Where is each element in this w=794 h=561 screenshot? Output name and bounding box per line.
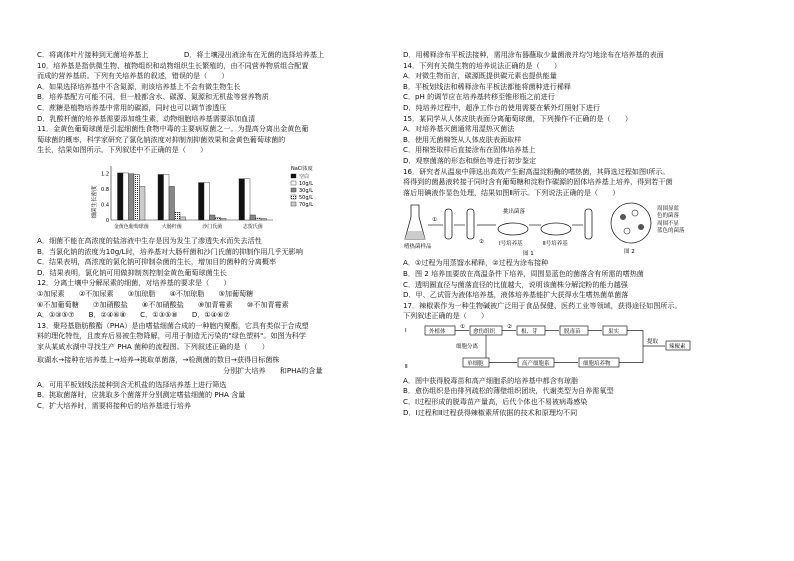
legend-label: 50g/L [299, 194, 314, 201]
box-text: 高产细胞系 [522, 360, 550, 367]
option-b: B．平板划线法和稀释涂布平板法都能将菌种进行稀释 [403, 81, 572, 91]
option-d: D．观察菌落的形态和颜色等进行初步鉴定 [403, 155, 537, 165]
option-d: D．甲、乙试管为液体培养基，液体培养基能扩大获得水生嗜热菌单菌落 [403, 290, 629, 300]
box-text: 细胞培养物 [583, 360, 611, 367]
y-tick-label: 0.4 [101, 202, 109, 209]
option-a: A．如果选择培养基中不含氮源，则该培养基上不会有微生物生长 [37, 81, 241, 91]
bar [221, 218, 227, 220]
bar [215, 217, 221, 220]
option-a: A．细菌不能在高浓度的盐溶液中生存是因为发生了渗透失水而失去活性 [37, 235, 262, 245]
option-b: B．愈伤组织是由排列疏松的薄壁组织团块，代谢类型为自养需氧型 [403, 386, 614, 396]
chart-bars [118, 173, 267, 220]
option-b: B．当氯化钠的浓度为10g/L时，培养基对大肠杆菌和沙门氏菌的抑制作用几乎无影响 [37, 246, 303, 256]
question-10-stem: 10．培养基是指供微生物、植物组织和动物组织生长繁殖的，由不同营养物质组合配置 [37, 60, 309, 70]
right-mid-block [403, 258, 760, 322]
bar [261, 218, 267, 220]
q12-items-1: ①加尿素 ②不加尿素 ③加琼脂 ④不加琼脂 ⑤加葡萄糖 [37, 288, 254, 298]
option-b: B．挑取菌落时，应挑取多个菌落并分别测定嗜盐细菌的 PHA 含量 [37, 390, 246, 400]
flow-line-1: 取湖水→接种在培养基上→培养→挑取单菌落，→检测菌的数目→获得目标菌株 [37, 355, 280, 365]
right-pre-block [403, 50, 760, 198]
colony-dot [632, 210, 638, 216]
bar [256, 218, 262, 220]
legend-title: NaCl浓度 [291, 165, 313, 172]
option-d: D．纯培养过程中，超净工作台的使用需要在紫外灯照射下进行 [403, 102, 600, 112]
right-post-block [403, 376, 760, 418]
step-2-label: ② [479, 239, 484, 246]
legend-swatch [291, 202, 296, 206]
option-c: C．蔗糖是植物培养基中常用的碳源，同时也可以调节渗透压 [37, 102, 227, 112]
pha-flowchart [37, 355, 400, 376]
text-line: 家从某咸水湖中寻找生产 PHA 菌种的流程图。下列叙述正确的是（ ） [37, 341, 269, 351]
legend-swatch [291, 174, 296, 178]
pick-colony-label: 挑出菌落 [503, 209, 526, 216]
option-c: C．用棉签取样后直接涂布在固体培养基上 [403, 145, 536, 155]
route-2-label: Ⅱ [405, 363, 408, 370]
y-tick-label: 0 [105, 217, 109, 224]
dish-2 [541, 223, 571, 235]
option-b: B．培养基配方可能不同，但一般都含水、碳源、氮源和无机盐等营养物质 [37, 92, 269, 102]
question-16-stem: 16．研究者从温泉中筛选出高效产生耐高温淀粉酶的嗜热菌，其筛选过程如图Ⅰ所示。 [403, 166, 670, 176]
box-text: 外植体 [429, 328, 446, 335]
tube-jia [445, 209, 452, 239]
q12-items-2: ⑥不加葡萄糖 ⑦加硝酸盐 ⑧不加硝酸盐 ⑨加青霉素 ⑩不加青霉素 [37, 299, 289, 309]
bar [169, 186, 175, 220]
tube-final [585, 209, 592, 239]
left-tail-block [37, 380, 400, 412]
option-d: D．用稀释涂布平板法接种，需用涂布器蘸取少量菌液并均匀地涂布在培养基的表面 [403, 50, 664, 59]
option-c: C．扩大培养时，需要将接种后的培养基进行培养 [37, 400, 191, 410]
option-a: A．可用平板划线法接种到含无机盐的选择培养基上进行筛选 [37, 379, 227, 389]
edge-label: ① [460, 323, 465, 330]
text-line: 生长，结果如图所示。下列叙述中不正确的是（ ） [37, 145, 208, 155]
text-line: 下列叙述正确的是（ ） [403, 311, 489, 321]
x-tick-label: 金黄色葡萄球菌 [113, 223, 149, 230]
bar [158, 174, 164, 220]
nacl-bar-chart [89, 158, 329, 234]
box-text: 果实 [608, 328, 620, 335]
bar [180, 217, 186, 220]
bar [245, 179, 251, 220]
figure-16 [403, 199, 693, 257]
y-tick-label: 1.2 [101, 171, 109, 178]
question-13-stem: 13．聚羟基脂肪酸酯（PHA）是由嗜盐细菌合成的一种胞内聚酯，它具有类似于合成塑 [37, 320, 309, 330]
option-a: A．①过程为用蒸馏水稀释，②过程为涂布接种 [403, 258, 549, 268]
option-a: A．对微生物而言，碳源既提供碳元素也提供能量 [403, 71, 557, 81]
legend-text: 色的菌落 [657, 213, 680, 220]
option-a: A．对培养基灭菌通常用湿热灭菌法 [403, 124, 515, 134]
q12-options: A．①③⑤⑦ B．②④⑥⑧ C．①③⑤⑧ D．①④⑥⑦ [37, 310, 230, 320]
legend-text: 周围显蓝 [657, 206, 680, 213]
bar [175, 212, 181, 220]
colony-dot [638, 224, 644, 230]
edge-label: ② [507, 323, 512, 330]
option-b: B．使用无菌棉签从人体皮肤表面取样 [403, 134, 522, 144]
x-tick-label: 沙门氏菌 [202, 223, 223, 230]
chart-ylabel: 细菌生长密度 [92, 185, 98, 219]
text-line: 而成的营养基质。下列有关培养基的叙述，错误的是（ ） [37, 71, 229, 81]
figure-1-caption: 图 1 [523, 251, 534, 258]
question-17-stem: 17．辣椒素作为一种生物碱被广泛用于食品保健、医药工业等领域，获得途径如图所示。 [403, 300, 682, 310]
step-1-label: ① [432, 217, 437, 224]
plate-2-label: Ⅱ号培养基 [543, 241, 568, 248]
bar [239, 179, 245, 220]
text-line: C．将离体叶片接种到无菌培养基上 D．将土壤浸出液涂布在无菌的选择培养基上 [37, 50, 325, 59]
legend-label: 30g/L [299, 187, 314, 194]
legend-swatch [291, 181, 296, 185]
bar [129, 174, 135, 220]
bar [134, 174, 140, 220]
fig16-sample-label: 嗜热菌样品 [404, 244, 432, 251]
plate-1-label: Ⅰ号培养基 [499, 241, 523, 248]
option-a: A．图中获得脱毒苗和高产细胞系的培养基中都含有琼脂 [403, 375, 579, 385]
legend-swatch [291, 188, 296, 192]
option-c: C．透明圈直径与菌落直径的比值越大，说明该菌株分解淀粉的能力越强 [403, 279, 628, 289]
legend-label: 10g/L [299, 180, 314, 187]
question-14-stem: 14．下列有关微生物的培养说法正确的是（ ） [403, 60, 561, 70]
x-tick-label: 志贺氏菌 [242, 223, 263, 230]
text-line: 落后用碘液作显色处理，结果如图Ⅱ所示。下列说法正确的是（ ） [403, 187, 620, 197]
box-text: 愈伤组织 [473, 328, 496, 335]
colony-dot [620, 214, 626, 220]
left-post-block [37, 236, 400, 353]
tube-yi [467, 209, 474, 239]
legend-label: 空白 [299, 173, 310, 180]
left-column [37, 50, 400, 411]
right-column [403, 50, 760, 418]
box-text: 脱毒苗 [564, 328, 581, 335]
question-12-stem: 12．分离土壤中分解尿素的细菌，对培养基的要求是（ ） [37, 278, 231, 288]
edge-label: 细胞分离 [456, 343, 479, 350]
legend-text: 周围不显 [657, 221, 680, 228]
question-15-stem: 15．某同学从人体皮肤表面分离葡萄球菌，下列操作不正确的是（ ） [403, 113, 632, 123]
box-text: 辣椒素 [669, 343, 686, 350]
chart-legend [291, 165, 313, 208]
bar [164, 174, 170, 220]
option-c: C．结果表明，高浓度的氯化钠可抑制杂菌的生长，增加目的菌种的分离概率 [37, 257, 277, 267]
bar [204, 183, 210, 220]
colony-dot [624, 228, 630, 234]
edge-label: 提取 [647, 338, 659, 345]
figure-17 [403, 324, 693, 374]
bar [118, 173, 124, 220]
bar [210, 215, 216, 220]
legend-label: 70g/L [299, 201, 314, 208]
box-text: 单细胞 [467, 360, 484, 367]
box-text: 根、芽 [521, 328, 538, 335]
route-1-label: Ⅰ [405, 327, 407, 334]
legend-swatch [291, 195, 296, 199]
dish-1 [498, 223, 528, 235]
text-line: 萄球菌的概率，科学家研究了氯化钠浓度对抑制剂抑菌效果和金黄色葡萄球菌的 [37, 134, 286, 144]
bar [123, 173, 129, 220]
y-tick-label: 0.8 [101, 187, 109, 194]
left-pre-block [37, 50, 400, 156]
option-d: D．乳酸杆菌的培养基需要添加维生素，动物细胞培养基需要添加血清 [37, 113, 256, 123]
figure-2-dish [611, 203, 651, 243]
flow-line-2: 分别扩大培养 和PHA的含量 [223, 366, 323, 376]
bar [140, 186, 146, 220]
option-d: D．结果表明，氯化钠可用做抑制剂控制金黄色葡萄球菌生长 [37, 267, 227, 277]
option-c: C．Ⅰ过程形成的脱毒苗产量高，后代个体也不易被病毒感染 [403, 397, 588, 407]
bar [199, 183, 205, 220]
text-line: 将得到的菌悬液转接于同时含有葡萄糖和淀粉作碳源的固体培养基上培养，得到若干菌 [403, 177, 673, 187]
flask-icon [405, 205, 425, 239]
option-c: C．pH 的调节应在培养基转移至锥形瓶之前进行 [403, 92, 555, 102]
text-line: 料的理化特性，且废弃后易被生物降解，可用于制造无污染的"绿色塑料"。如图为科学 [37, 331, 306, 341]
question-11-stem: 11．金黄色葡萄球菌是引起细菌性食物中毒的主要病原菌之一。为提高分离出金黄色葡 [37, 124, 309, 134]
legend-text: 蓝色的菌落 [657, 228, 685, 235]
option-b: B．图 2 培养皿要放在高温条件下培养，周围显蓝色的菌落含有所需的嗜热菌 [403, 268, 644, 278]
bar [250, 215, 256, 220]
x-tick-label: 大肠杆菌 [161, 223, 182, 230]
chart-x-labels [114, 223, 263, 230]
figure-2-caption: 图 2 [624, 249, 635, 256]
option-d: D．Ⅰ过程和Ⅱ过程获得辣椒素所依据的技术和原理均不同 [403, 407, 578, 417]
